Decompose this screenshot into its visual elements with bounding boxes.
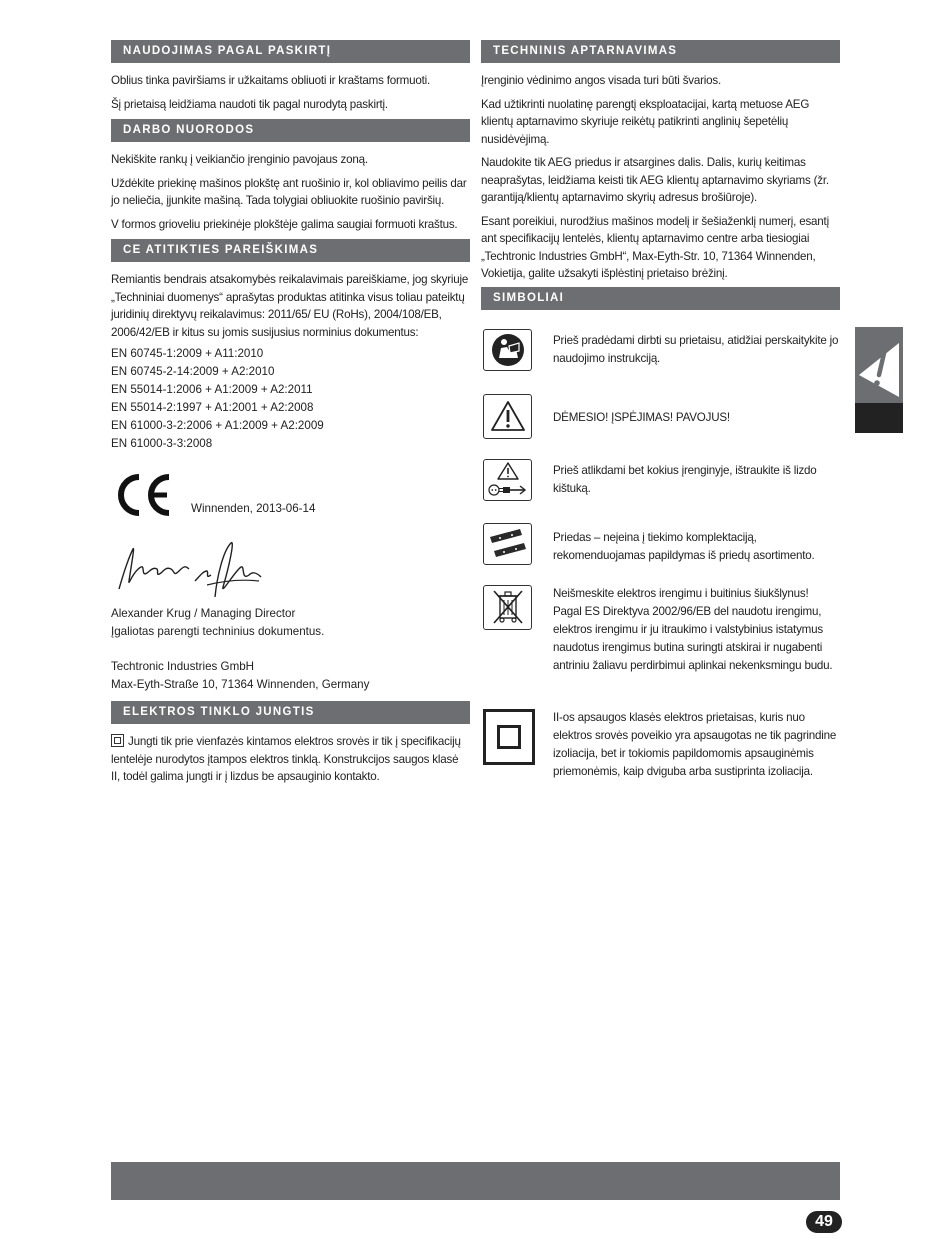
norm-item: EN 55014-1:2006 + A1:2009 + A2:2011 bbox=[111, 383, 313, 396]
class-ii-inline-icon bbox=[111, 734, 124, 747]
place-date: Winnenden, 2013-06-14 bbox=[191, 502, 316, 515]
side-tab-bottom bbox=[855, 403, 903, 433]
side-tab-top bbox=[855, 327, 903, 403]
norm-item: EN 60745-1:2009 + A11:2010 bbox=[111, 347, 264, 360]
symbol-row bbox=[481, 329, 840, 385]
section-heading-intended-use: NAUDOJIMAS PAGAL PASKIRTĮ bbox=[111, 40, 470, 63]
read-manual-icon bbox=[483, 329, 532, 371]
section-heading-mains-connection: ELEKTROS TINKLO JUNGTIS bbox=[111, 701, 470, 724]
work-instructions-paragraph: Uždėkite priekinę mašinos plokštę ant ruošinio ir, kol obliavimo peilis dar jo neliečia, įjunkite mašiną. Tada tolygiai obliuokite ruošinio paviršių. bbox=[111, 176, 467, 207]
class-ii-icon bbox=[483, 709, 535, 765]
section-heading-maintenance: TECHNINIS APTARNAVIMAS bbox=[481, 40, 840, 63]
warning-triangle-icon bbox=[483, 394, 532, 439]
intended-use-paragraph: Šį prietaisą leidžiama naudoti tik pagal nurodytą paskirtį. bbox=[111, 97, 388, 111]
maintenance-paragraph: Esant poreikiui, nurodžius mašinos modelį ir šešiaženklį numerį, esantį ant specifikacijų lentelės, klientų aptarnavimo centre arba tiesiogiai „Techtronic Industries GmbH“, Max-Eyth-Str. 10, 71364 Winnenden, Vokietija, galite užsakyti išplėstinį prietaiso brėžinį. bbox=[481, 214, 829, 280]
signer-block bbox=[111, 605, 470, 641]
company-block bbox=[111, 658, 470, 694]
unplug-icon bbox=[483, 459, 532, 501]
signer-name: Alexander Krug / Managing Director bbox=[111, 607, 296, 620]
symbol-text: DĖMESIO! ĮSPĖJIMAS! PAVOJUS! bbox=[553, 410, 730, 424]
symbol-text: Neišmeskite elektros irengimu i buitinius šiukšlynus! Pagal ES Direktyva 2002/96/EB del naudotu irengimu, elektros irengimu ir ju itraukimo i valstybinius istatymus naudotus irengimus butina suringti atskirai ir nugabenti antriniu žaliavu perdirbimui aplinkai nekenksmingu budu. bbox=[553, 586, 833, 672]
work-instructions-paragraph: Nekiškite rankų į veikiančio įrenginio pavojaus zoną. bbox=[111, 153, 368, 166]
symbol-row bbox=[481, 709, 840, 789]
norm-item: EN 61000-3-2:2006 + A1:2009 + A2:2009 bbox=[111, 419, 324, 432]
ce-row bbox=[111, 473, 470, 531]
ce-mark-icon bbox=[115, 473, 173, 517]
symbol-row bbox=[481, 459, 840, 517]
norm-item: EN 55014-2:1997 + A1:2001 + A2:2008 bbox=[111, 401, 314, 414]
section-heading-work-instructions: DARBO NUORODOS bbox=[111, 119, 470, 142]
norms-list bbox=[111, 345, 470, 453]
intended-use-paragraph: Oblius tinka paviršiams ir užkaitams obliuoti ir kraštams formuoti. bbox=[111, 74, 431, 87]
symbol-row bbox=[481, 394, 840, 450]
authorized-text: Įgaliotas parengti techninius dokumentus. bbox=[111, 625, 325, 638]
symbol-text: Prieš pradėdami dirbti su prietaisu, atidžiai perskaitykite jo naudojimo instrukciją. bbox=[553, 333, 839, 365]
symbol-text: Prieš atlikdami bet kokius įrenginyje, ištraukite iš lizdo kištuką. bbox=[553, 463, 817, 495]
maintenance-paragraph: Įrenginio vėdinimo angos visada turi būti švarios. bbox=[481, 74, 722, 87]
company-address: Max-Eyth-Straße 10, 71364 Winnenden, Germany bbox=[111, 678, 370, 691]
symbol-row bbox=[481, 585, 840, 709]
side-warning-icon bbox=[855, 327, 903, 403]
symbol-row bbox=[481, 523, 840, 581]
norm-item: EN 60745-2-14:2009 + A2:2010 bbox=[111, 365, 275, 378]
footer-bar bbox=[111, 1162, 840, 1200]
norm-item: EN 61000-3-3:2008 bbox=[111, 437, 213, 450]
left-column bbox=[111, 40, 470, 786]
section-heading-ce-declaration: CE ATITIKTIES PAREIŠKIMAS bbox=[111, 239, 470, 262]
right-column bbox=[481, 40, 840, 789]
page-number: 49 bbox=[806, 1211, 842, 1233]
crossed-bin-icon bbox=[483, 585, 532, 630]
accessory-blades-icon bbox=[483, 523, 532, 565]
work-instructions-paragraph: V formos grioveliu priekinėje plokštėje galima saugiai formuoti kraštus. bbox=[111, 217, 458, 231]
ce-declaration-paragraph: Remiantis bendrais atsakomybės reikalavimais pareiškiame, jog skyriuje „Techniniai duomenys“ aprašytas produktas atitinka visus toliau pateiktų juridinių direktyvų reikalavimus: 2011/65/ EU (RoHs), 2004/108/EB, 2006/42/EB ir kitus su jomis susijusius norminius dokumentus: bbox=[111, 273, 469, 339]
mains-connection-text: Jungti tik prie vienfazės kintamos elektros srovės ir tik į specifikacijų lentelėje nurodytos įtampos elektros tinklą. Konstrukcijos saugos klasė II, todėl galima jungti ir į lizdus be apsauginio kontakto. bbox=[111, 735, 461, 783]
symbol-text: II-os apsaugos klasės elektros prietaisas, kuris nuo elektros srovės poveikio yra apsaugotas ne tik pagrindine izoliacija, bet ir tokiomis papildomomis apsauginėmis priemonėmis, kaip dviguba arba sustiprinta izoliacija. bbox=[553, 710, 837, 778]
company-name: Techtronic Industries GmbH bbox=[111, 660, 255, 673]
symbol-text: Priedas – neįeina į tiekimo komplektaciją, rekomenduojamas papildymas iš priedų asortimento. bbox=[553, 530, 815, 562]
side-warning-tab bbox=[855, 327, 903, 433]
maintenance-paragraph: Naudokite tik AEG priedus ir atsargines dalis. Dalis, kurių keitimas neaprašytas, leidžiama keisti tik AEG klientų aptarnavimo skyriams (žr. garantiją/klientų aptarnavimo skyrių adresus brošiūroje). bbox=[481, 156, 829, 204]
mains-connection-paragraph bbox=[111, 733, 470, 786]
maintenance-paragraph: Kad užtikrinti nuolatinę parengtį eksploatacijai, kartą metuose AEG klientų aptarnavimo skyriuje reikėtų patikrinti anglinių šepetėlių nusidėvėjimą. bbox=[481, 97, 810, 146]
signature-image bbox=[111, 537, 271, 603]
section-heading-symbols: SIMBOLIAI bbox=[481, 287, 840, 310]
